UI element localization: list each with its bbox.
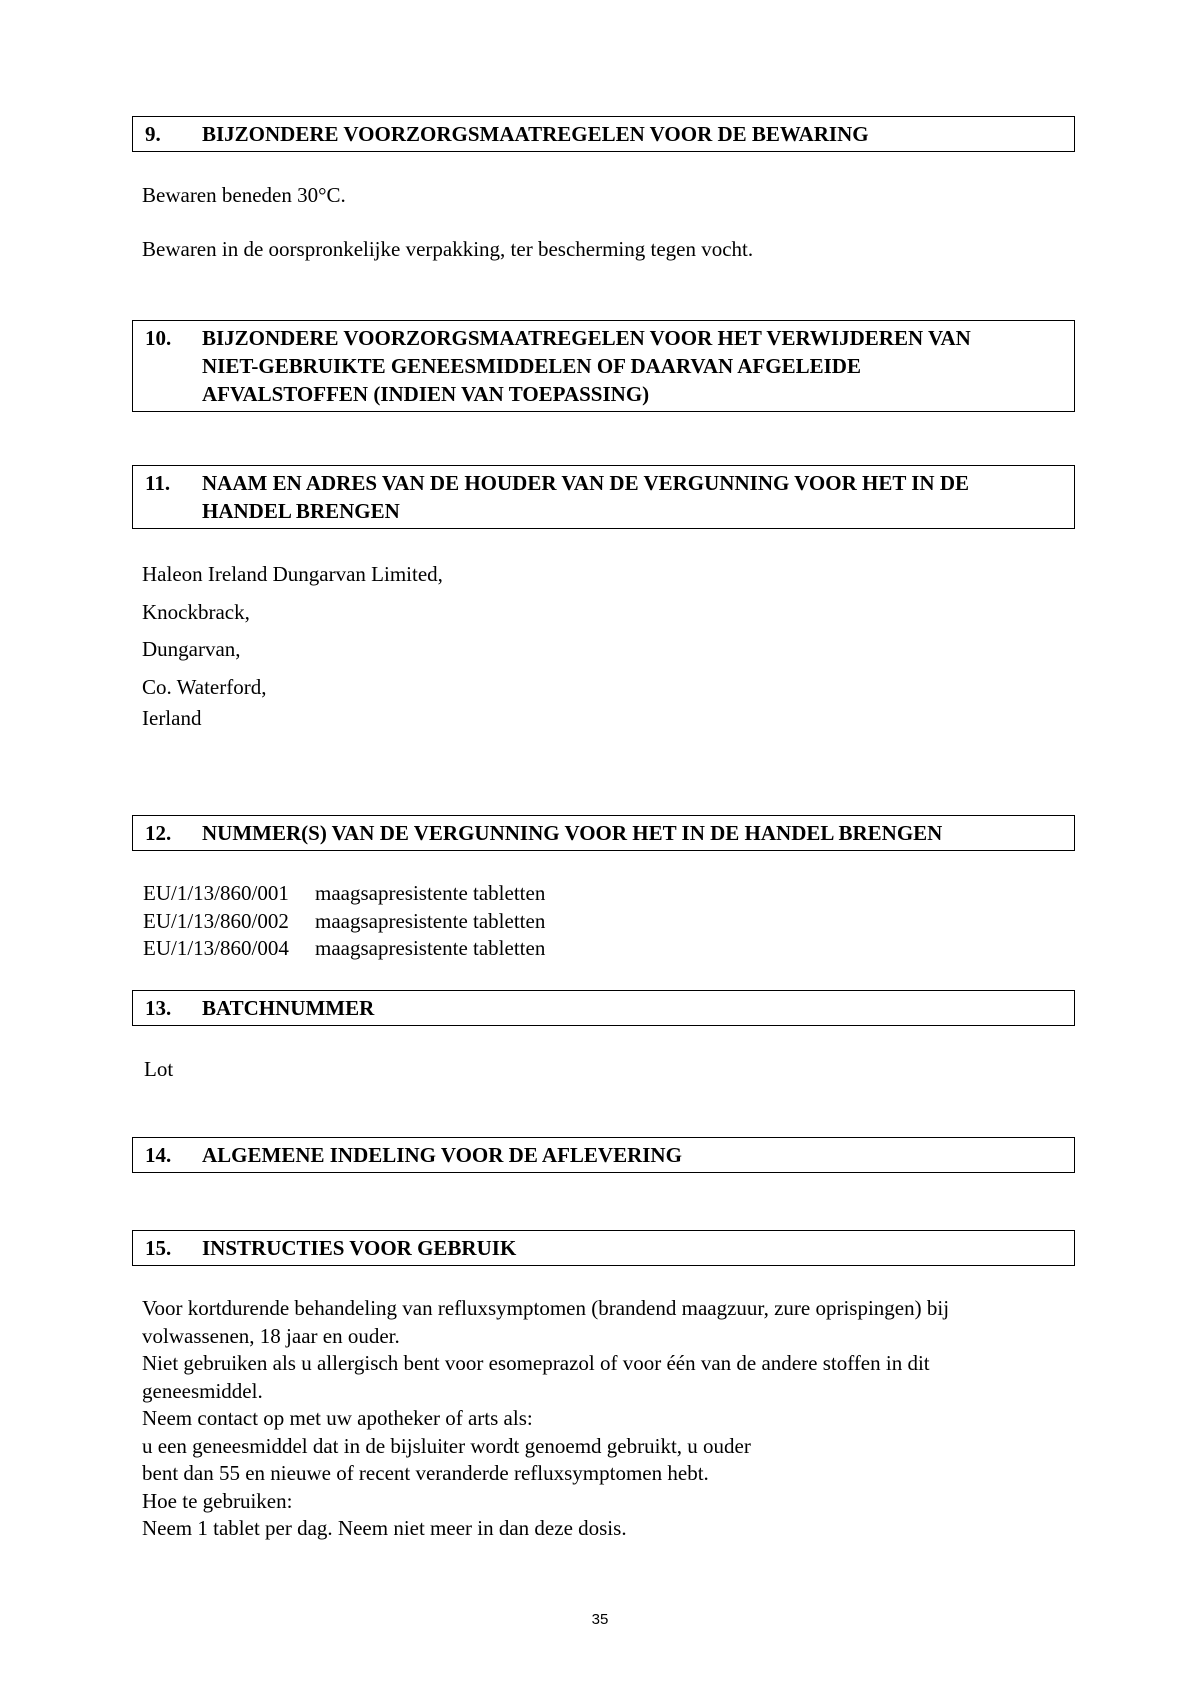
licence-code: EU/1/13/860/002 xyxy=(143,909,289,933)
section-15-heading xyxy=(132,1230,1075,1266)
section-10-title: BIJZONDERE VOORZORGSMAATREGELEN VOOR HET VERWIJDEREN VAN NIET-GEBRUIKTE GENEESMIDDELEN OF DAARVAN AFGELEIDE AFVALSTOFFEN (INDIEN VAN TOEPASSING) xyxy=(202,326,971,406)
section-14-title: ALGEMENE INDELING VOOR DE AFLEVERING xyxy=(202,1143,682,1167)
instructions-line: u een geneesmiddel dat in de bijsluiter wordt genoemd gebruikt, u ouder xyxy=(142,1433,751,1458)
storage-line-1: Bewaren beneden 30°C. xyxy=(142,183,346,207)
instructions-line: bent dan 55 en nieuwe of recent veranderde refluxsymptomen hebt. xyxy=(142,1461,709,1485)
licence-description: maagsapresistente tabletten xyxy=(315,881,546,905)
instructions-line: Hoe te gebruiken: xyxy=(142,1488,293,1513)
instructions-line: Neem contact op met uw apotheker of arts als: xyxy=(142,1406,533,1430)
instructions-line: Voor kortdurende behandeling van refluxsymptomen (brandend maagzuur, zure oprispingen) bij volwassenen, 18 jaar en ouder. xyxy=(142,1296,950,1348)
section-13-number: 13. xyxy=(145,996,172,1020)
section-12-number: 12. xyxy=(145,821,172,845)
section-13-heading xyxy=(132,990,1075,1026)
licence-code: EU/1/13/860/001 xyxy=(143,881,289,905)
holder-line-4: Co. Waterford, xyxy=(142,675,267,699)
licence-row xyxy=(143,908,545,935)
section-15-number: 15. xyxy=(145,1236,172,1260)
section-12-heading xyxy=(132,815,1075,851)
section-14-number: 14. xyxy=(145,1143,172,1167)
instructions-line: Niet gebruiken als u allergisch bent voor esomeprazol of voor één van de andere stoffen in dit geneesmiddel. xyxy=(142,1351,930,1403)
licence-description: maagsapresistente tabletten xyxy=(315,909,546,933)
section-13-title: BATCHNUMMER xyxy=(202,996,375,1020)
section-9-title: BIJZONDERE VOORZORGSMAATREGELEN VOOR DE BEWARING xyxy=(202,122,869,146)
section-15-title: INSTRUCTIES VOOR GEBRUIK xyxy=(202,1236,517,1260)
section-11-heading xyxy=(132,465,1075,529)
section-12-title: NUMMER(S) VAN DE VERGUNNING VOOR HET IN DE HANDEL BRENGEN xyxy=(202,821,943,845)
section-11-number: 11. xyxy=(145,471,171,495)
holder-line-1: Haleon Ireland Dungarvan Limited, xyxy=(142,562,443,586)
holder-line-2: Knockbrack, xyxy=(142,600,250,624)
licence-row xyxy=(143,935,545,962)
holder-line-3: Dungarvan, xyxy=(142,637,241,661)
section-10-number: 10. xyxy=(145,326,172,350)
licence-row xyxy=(143,880,545,907)
section-9-number: 9. xyxy=(145,122,161,146)
holder-line-5: Ierland xyxy=(142,706,202,730)
instructions-text xyxy=(142,1295,1042,1543)
section-9-heading xyxy=(132,116,1075,152)
batch-label: Lot xyxy=(144,1057,174,1081)
licence-description: maagsapresistente tabletten xyxy=(315,936,546,960)
page-number: 35 xyxy=(591,1611,609,1628)
section-11-title: NAAM EN ADRES VAN DE HOUDER VAN DE VERGUNNING VOOR HET IN DE HANDEL BRENGEN xyxy=(202,471,969,523)
section-10-heading xyxy=(132,320,1075,412)
instructions-line: Neem 1 tablet per dag. Neem niet meer in dan deze dosis. xyxy=(142,1516,627,1540)
storage-line-2: Bewaren in de oorspronkelijke verpakking, ter bescherming tegen vocht. xyxy=(142,237,754,261)
licence-code: EU/1/13/860/004 xyxy=(143,936,289,960)
section-14-heading xyxy=(132,1137,1075,1173)
